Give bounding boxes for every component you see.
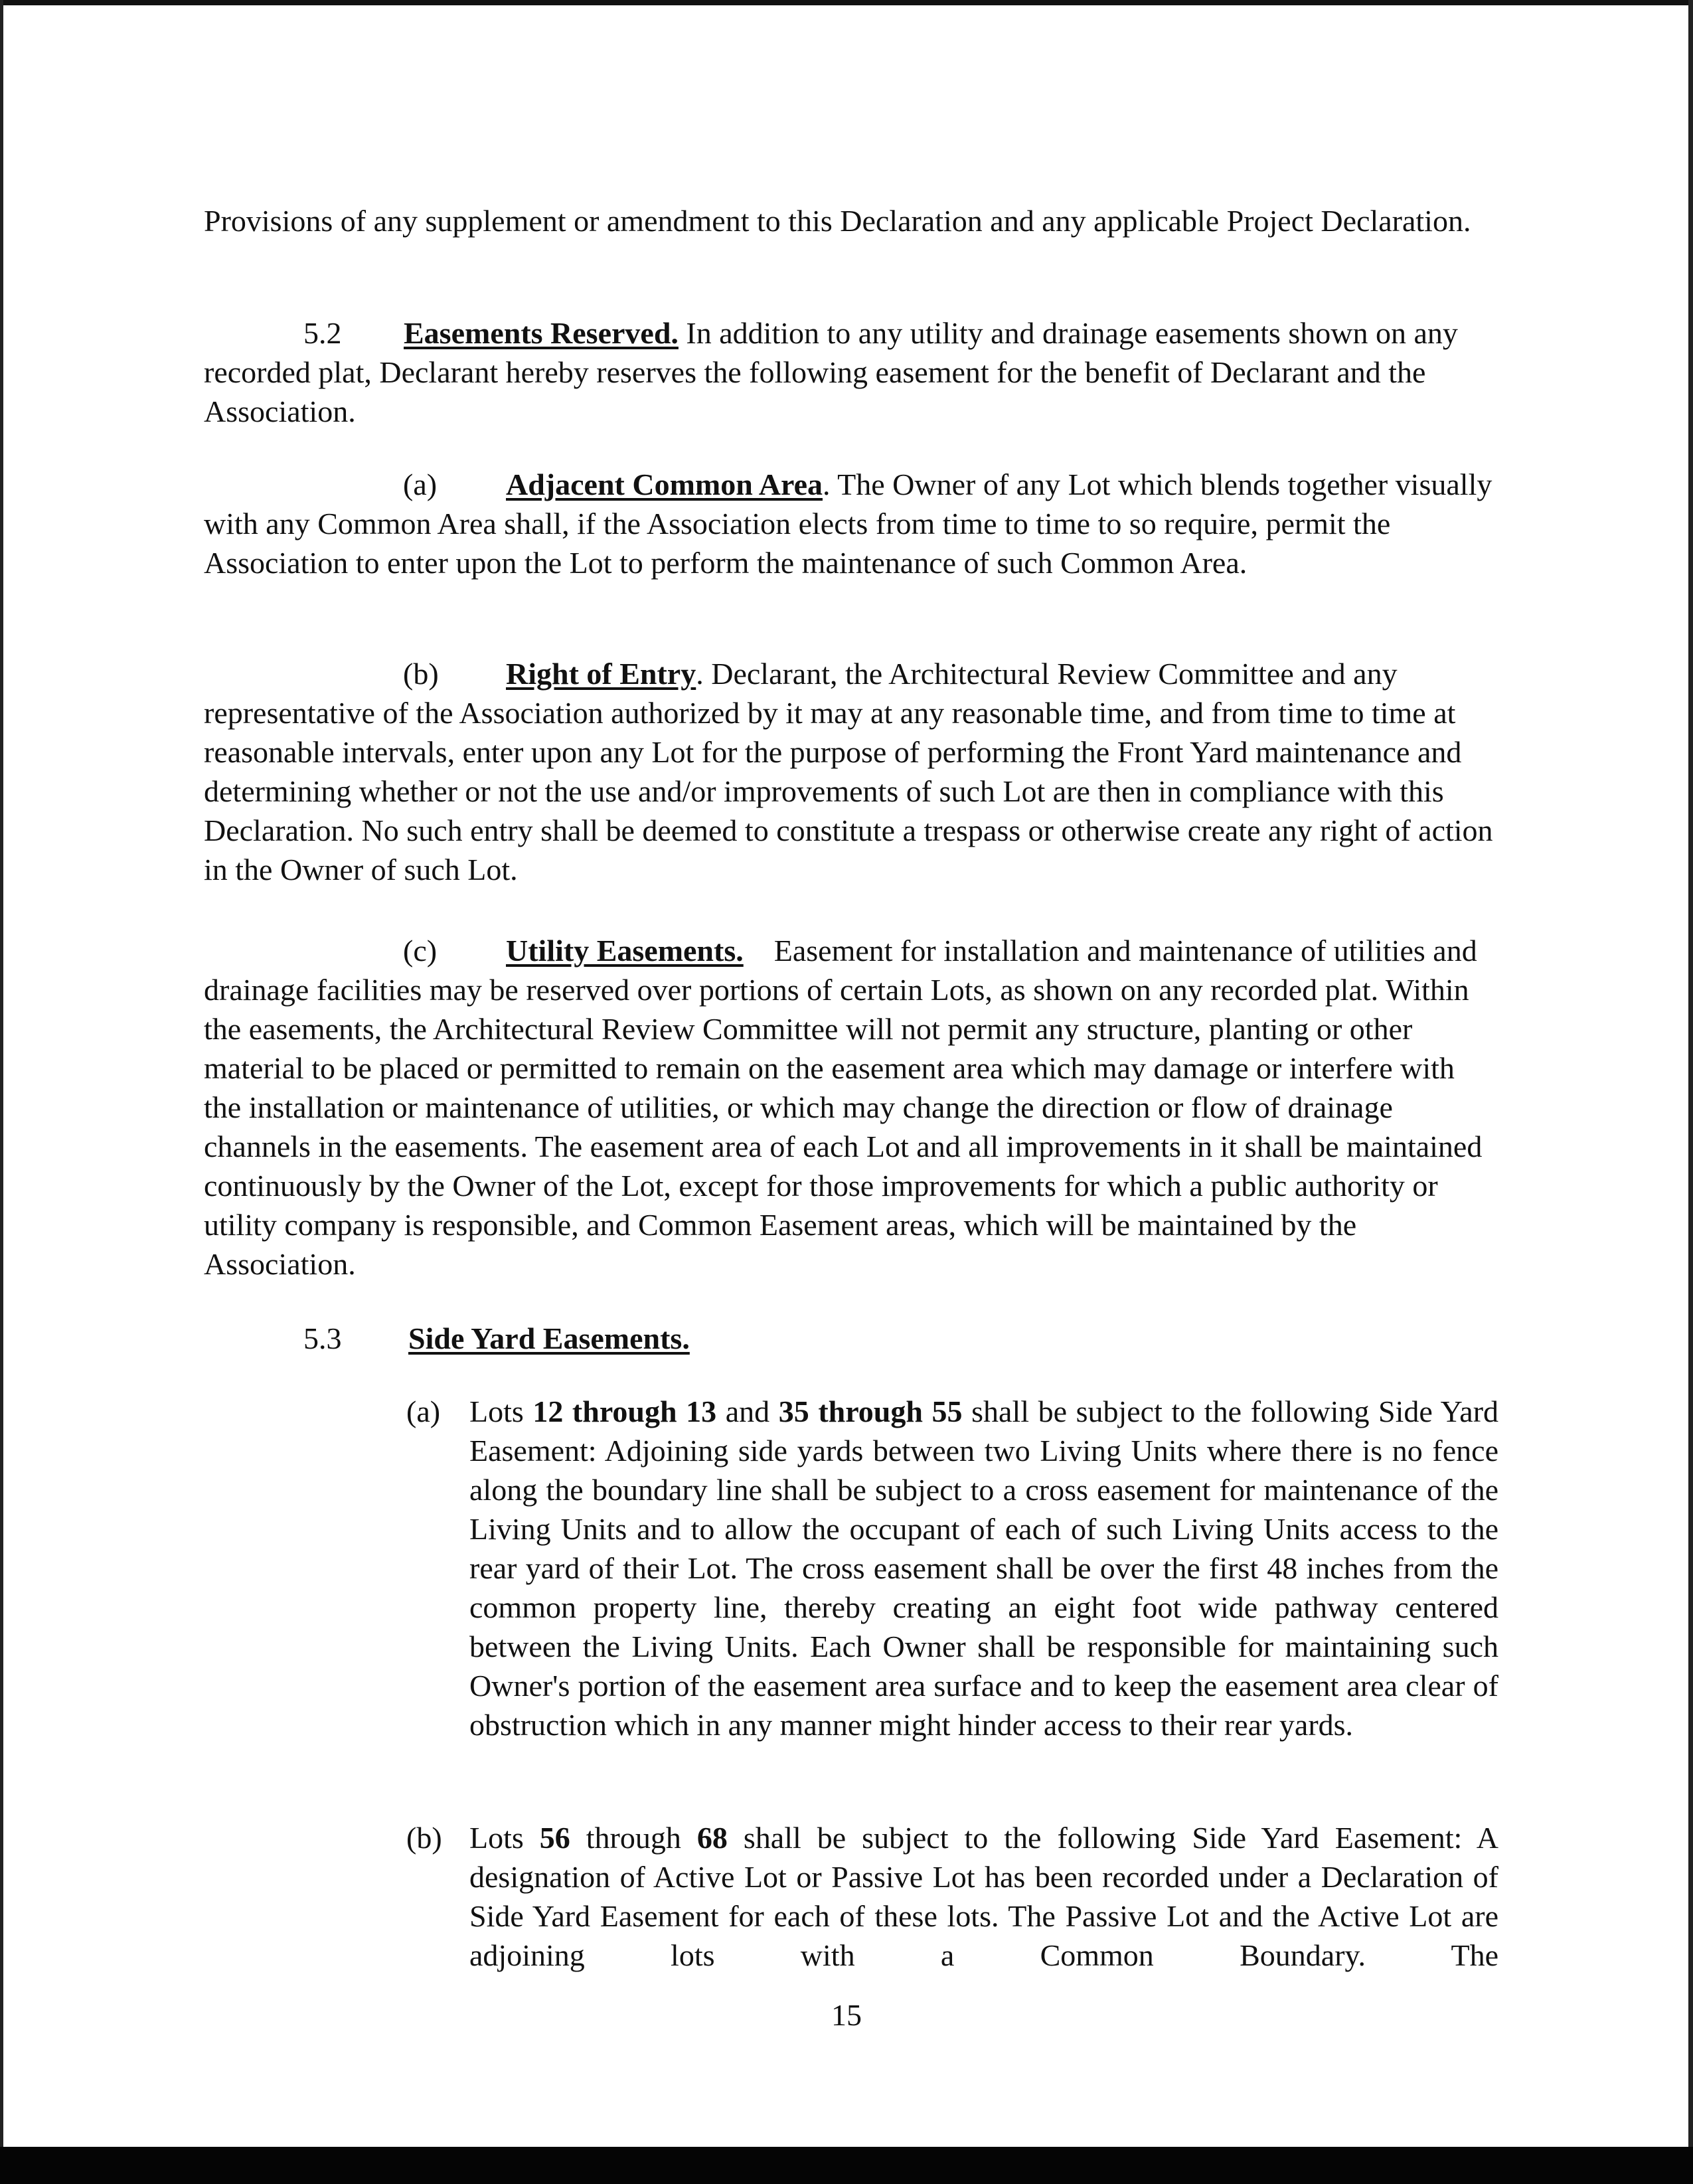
section-5-2-c-label: (c) [403, 934, 438, 967]
section-5-2-a-paragraph [204, 465, 1498, 582]
section-5-3-b-text-1: Lots [469, 1821, 524, 1855]
section-5-2-heading: Easements Reserved. [404, 316, 679, 350]
section-5-2-a-text: . The Owner of any Lot which blends together visually with any Common Area shall, if the Association elects from time to time to so require, permit the Association to enter upon the Lot to perform the maintenance of such Common Area. [204, 467, 1492, 580]
section-5-3-b-lot-start: 56 [539, 1821, 570, 1855]
section-5-3-a-body [469, 1392, 1498, 1744]
section-5-2-c-heading: Utility Easements. [506, 934, 744, 967]
intro-text: Provisions of any supplement or amendment to this Declaration and any applicable Project Declaration. [204, 204, 1471, 238]
section-5-3-a-label: (a) [406, 1394, 441, 1428]
intro-paragraph [204, 201, 1498, 240]
section-5-3-heading-line [303, 1319, 1432, 1358]
section-5-3-b-text-3: shall be subject to the following Side Yard Easement: A designation of Active Lot or Passive Lot has been recorded under a Declaration of Side Yard Easement for each of these lots. The Passive Lot and the Active Lot are adjoining lots with a Common Boundary. The [469, 1821, 1499, 1972]
section-5-3-a-text-2: and [725, 1394, 770, 1428]
section-5-3-a-text-3: shall be subject to the following Side Yard Easement: Adjoining side yards between two Living Units where there is no fence along the boundary line shall be subject to a cross easement for maintenance of the Living Units and to allow the occupant of each of such Living Units access to the rear yard of their Lot. The cross easement shall be over the first 48 inches from the common property line, thereby creating an eight foot wide pathway centered between the Living Units. Each Owner shall be responsible for maintaining such Owner's portion of the easement area surface and to keep the easement area clear of obstruction which in any manner might hinder access to their rear yards. [469, 1394, 1499, 1742]
section-5-2-b-heading: Right of Entry [506, 657, 696, 691]
section-5-3-b-text-2: through [586, 1821, 681, 1855]
section-5-3-a-paragraph [406, 1392, 1498, 1744]
section-5-3-a-text-1: Lots [469, 1394, 524, 1428]
section-5-2-b-text: . Declarant, the Architectural Review Committee and any representative of the Association authorized by it may at any reasonable time, and from time to time at reasonable intervals, enter upon any Lot for the purpose of performing the Front Yard maintenance and determining whether or not the use and/or improvements of such Lot are then in compliance with this Declaration. No such entry shall be deemed to constitute a trespass or otherwise create any right of action in the Owner of such Lot. [204, 657, 1493, 886]
section-5-2-c-paragraph [204, 931, 1498, 1284]
scan-edge-bottom [0, 2147, 1693, 2184]
section-5-3-b-body [469, 1818, 1498, 1975]
section-5-2-c-text: Easement for installation and maintenance of utilities and drainage facilities may be reserved over portions of certain Lots, as shown on any recorded plat. Within the easements, the Architectural Review Committee will not permit any structure, planting or other material to be placed or permitted to remain on the easement area which may damage or interfere with the installation or maintenance of utilities, or which may change the direction or flow of drainage channels in the easements. The easement area of each Lot and all improvements in it shall be maintained continuously by the Owner of the Lot, except for those improvements for which a public authority or utility company is responsible, and Common Easement areas, which will be maintained by the Association. [204, 934, 1483, 1281]
section-5-3-heading: Side Yard Easements. [408, 1321, 690, 1355]
section-5-3-b-lot-end: 68 [696, 1821, 728, 1855]
section-5-2-paragraph [204, 313, 1498, 431]
section-5-2-a-label: (a) [403, 467, 438, 501]
section-5-3-a-lots-range-1: 12 through 13 [532, 1394, 717, 1428]
section-5-3-a-lots-range-2: 35 through 55 [778, 1394, 963, 1428]
section-5-2-a-heading: Adjacent Common Area [506, 467, 823, 501]
section-5-3-number: 5.3 [303, 1321, 342, 1355]
section-5-2-number: 5.2 [303, 316, 342, 350]
section-5-2-text: In addition to any utility and drainage easements shown on any recorded plat, Declarant hereby reserves the following easement for the benefit of Declarant and the Association. [204, 316, 1458, 428]
section-5-2-b-label: (b) [403, 657, 439, 691]
section-5-2-b-paragraph [204, 654, 1498, 889]
section-5-3-b-label: (b) [406, 1821, 442, 1855]
page-number: 15 [831, 1998, 862, 2032]
section-5-3-b-paragraph [406, 1818, 1498, 1975]
